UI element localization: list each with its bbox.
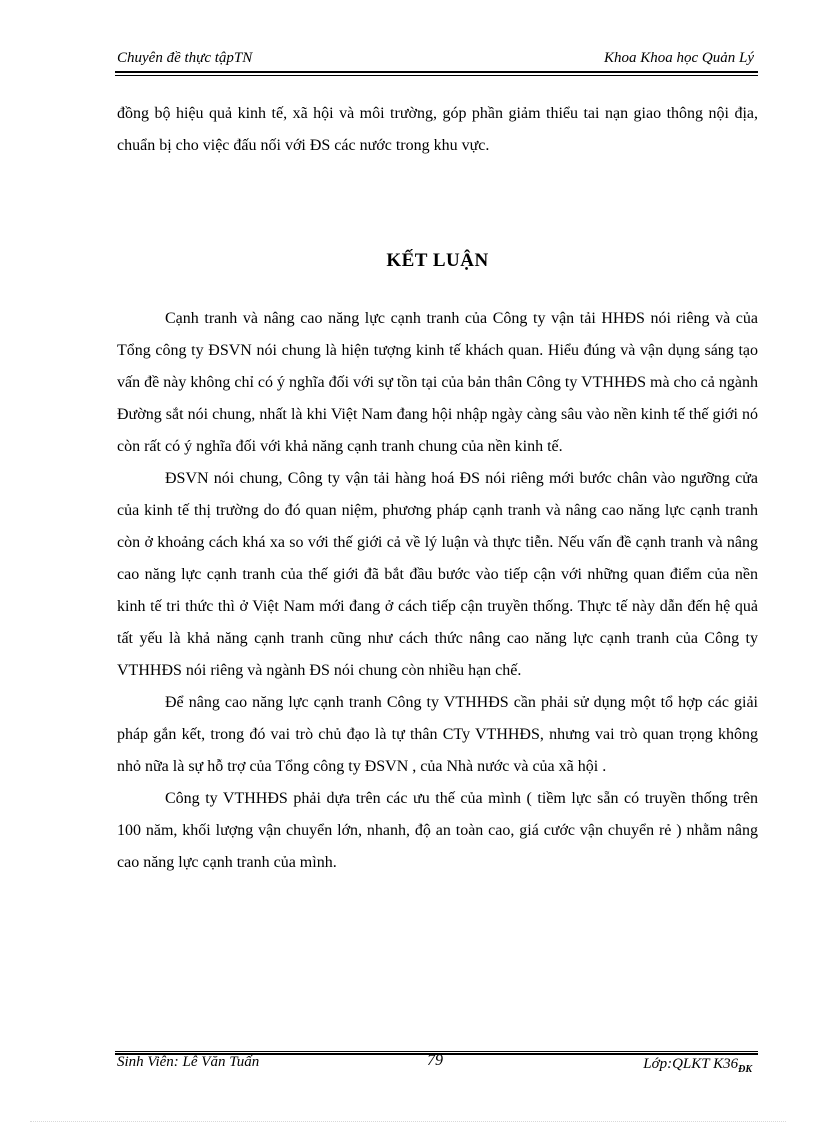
conclusion-body xyxy=(117,303,758,879)
footer-class-main: Lớp:QLKT K36 xyxy=(643,1056,739,1072)
paragraph-3: Để nâng cao năng lực cạnh tranh Công ty VTHHĐS cần phải sử dụng một tổ hợp các giải pháp gắn kết, trong đó vai trò chủ đạo là tự thân CTy VTHHĐS, nhưng vai trò quan trọng không nhỏ nữa là sự hỗ trợ của Tổng công ty ĐSVN , của Nhà nước và của xã hội . xyxy=(117,694,758,775)
footer-class-sub: ĐK xyxy=(738,1064,752,1075)
paragraph-2: ĐSVN nói chung, Công ty vận tải hàng hoá ĐS nói riêng mới bước chân vào ngưỡng cửa của kinh tế thị trường do đó quan niệm, phương pháp cạnh tranh và nâng cao năng lực cạnh tranh còn ở khoảng cách khá xa so với thế giới cả về lý luận và thực tiễn. Nếu vấn đề cạnh tranh và nâng cao năng lực cạnh tranh của thế giới đã bắt đầu bước vào tiếp cận với những quan điểm của nền kinh tế tri thức thì ở Việt Nam mới đang ở cách tiếp cận truyền thống. Thực tế này dẫn đến hệ quả tất yếu là khả năng cạnh tranh cũng như cách thức nâng cao năng lực cạnh tranh của Công ty VTHHĐS nói riêng và ngành ĐS nói chung còn nhiều hạn chế. xyxy=(117,470,758,679)
intro-paragraph: đồng bộ hiệu quả kinh tế, xã hội và môi trường, góp phần giảm thiểu tai nạn giao thông nội địa, chuẩn bị cho việc đấu nối với ĐS các nước trong khu vực. xyxy=(117,105,758,154)
header-right-text: Khoa Khoa học Quản Lý xyxy=(604,50,754,66)
paragraph-1: Cạnh tranh và nâng cao năng lực cạnh tranh của Công ty vận tải HHĐS nói riêng và của Tổng công ty ĐSVN nói chung là hiện tượng kinh tế khách quan. Hiểu đúng và vận dụng sáng tạo vấn đề này không chỉ có ý nghĩa đối với sự tồn tại của bản thân Công ty VTHHĐS mà cho cả ngành Đường sắt nói chung, nhất là khi Việt Nam đang hội nhập ngày càng sâu vào nền kinh tế thế giới nó còn rất có ý nghĩa đối với khả năng cạnh tranh chung của nền kinh tế. xyxy=(117,310,758,455)
page-header xyxy=(115,46,758,70)
header-rule-thin xyxy=(115,75,758,76)
header-rule xyxy=(115,71,758,73)
section-title: KẾT LUẬN xyxy=(386,250,489,271)
footer-class xyxy=(643,1056,752,1075)
page-number: 79 xyxy=(427,1052,443,1069)
intro-paragraph-block xyxy=(117,98,758,162)
page-footer xyxy=(115,1052,758,1076)
page-bottom-edge xyxy=(30,1121,786,1122)
paragraph-4: Công ty VTHHĐS phải dựa trên các ưu thế của mình ( tiềm lực sẵn có truyền thống trên 100 năm, khối lượng vận chuyển lớn, nhanh, độ an toàn cao, giá cước vận chuyển rẻ ) nhằm nâng cao năng lực cạnh tranh của mình. xyxy=(117,790,758,871)
footer-student-name: Sinh Viên: Lê Văn Tuấn xyxy=(117,1054,260,1070)
header-left-text: Chuyên đề thực tậpTN xyxy=(117,50,253,66)
